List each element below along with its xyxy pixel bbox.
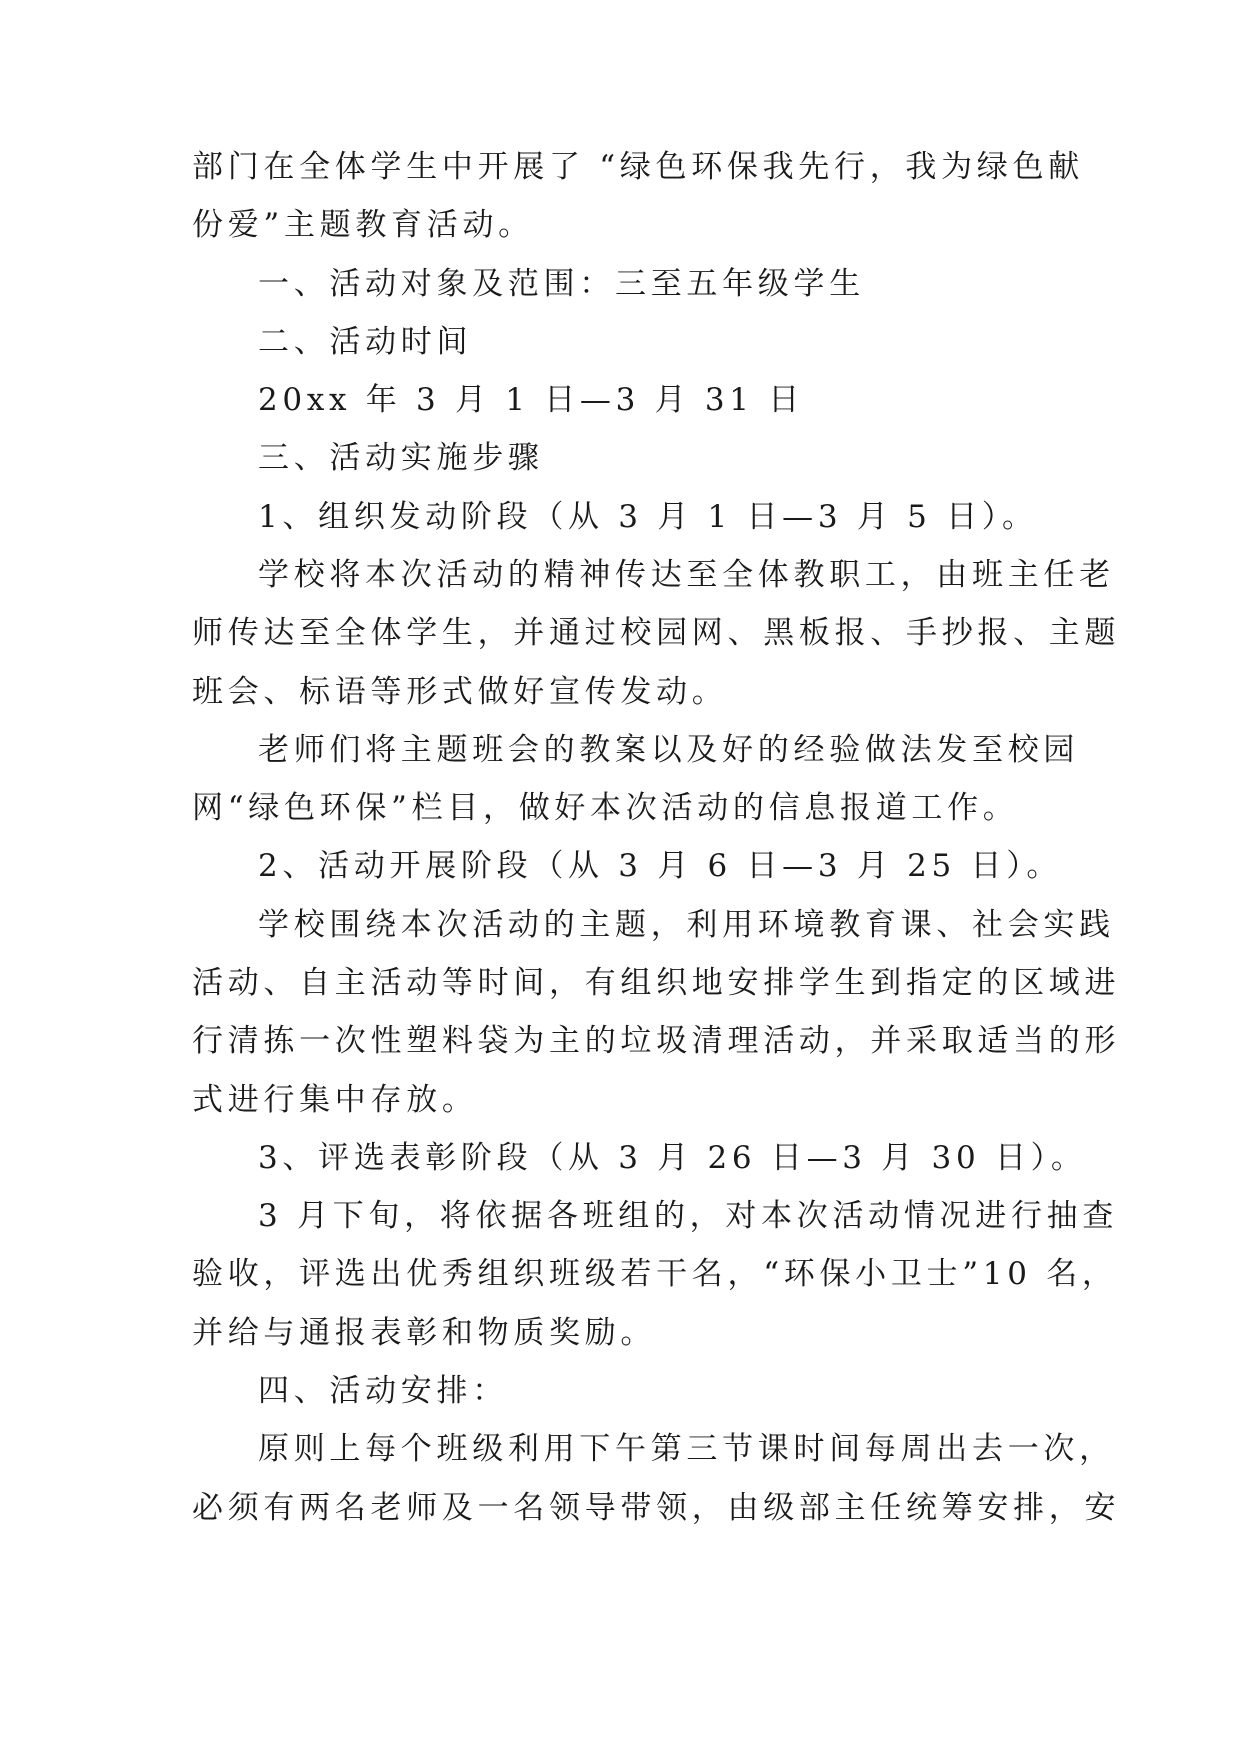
text-line: 行清拣一次性塑料袋为主的垃圾清理活动，并采取适当的形 (192, 1023, 1121, 1059)
text-line: 原则上每个班级利用下午第三节课时间每周出去一次， (258, 1431, 1115, 1467)
text-line: 必须有两名老师及一名领导带领，由级部主任统筹安排，安 (192, 1490, 1121, 1526)
subsection-heading: 3、评选表彰阶段（从 3 月 26 日—3 月 30 日）。 (258, 1140, 1087, 1176)
text-line: 网“绿色环保”栏目，做好本次活动的信息报道工作。 (192, 790, 1019, 826)
text-line: 师传达至全体学生，并通过校园网、黑板报、手抄报、主题 (192, 615, 1121, 651)
text-line: 20xx 年 3 月 1 日—3 月 31 日 (258, 382, 804, 418)
section-heading: 一、活动对象及范围：三至五年级学生 (258, 266, 865, 302)
text-line: 学校围绕本次活动的主题，利用环境教育课、社会实践 (258, 907, 1115, 943)
section-heading: 三、活动实施步骤 (258, 440, 544, 476)
text-line: 式进行集中存放。 (192, 1082, 478, 1118)
text-line: 活动、自主活动等时间，有组织地安排学生到指定的区域进 (192, 965, 1121, 1001)
text-line: 部门在全体学生中开展了 “绿色环保我先行，我为绿色献 (192, 149, 1084, 185)
subsection-heading: 1、组织发动阶段（从 3 月 1 日—3 月 5 日）。 (258, 499, 1038, 535)
text-line: 验收，评选出优秀组织班级若干名，“环保小卫士”10 名， (192, 1256, 1118, 1292)
text-line: 并给与通报表彰和物质奖励。 (192, 1315, 657, 1351)
text-line: 班会、标语等形式做好宣传发动。 (192, 674, 728, 710)
text-line: 学校将本次活动的精神传达至全体教职工，由班主任老 (258, 557, 1115, 593)
subsection-heading: 2、活动开展阶段（从 3 月 6 日—3 月 25 日）。 (258, 848, 1063, 884)
text-line: 3 月下旬，将依据各班组的，对本次活动情况进行抽查 (258, 1198, 1119, 1234)
section-heading: 四、活动安排： (258, 1373, 508, 1409)
text-line: 老师们将主题班会的教案以及好的经验做法发至校园 (258, 732, 1080, 768)
text-line: 份爱”主题教育活动。 (192, 207, 534, 243)
section-heading: 二、活动时间 (258, 324, 473, 360)
